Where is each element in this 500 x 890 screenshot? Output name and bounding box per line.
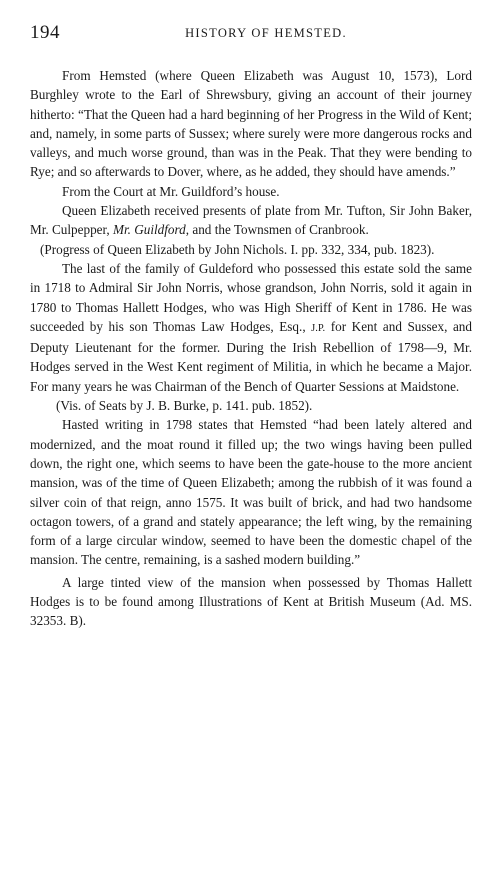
paragraph-presents (30, 201, 472, 240)
running-title: HISTORY OF HEMSTED. (185, 26, 347, 40)
paragraph-hasted: Hasted writing in 1798 states that Hemsted “had been lately altered and modernized, and the moat round it filled up; the two wings having been pulled down, the right one, which seems to have been the gate-house to the more ancient mansion, was of the time of Queen Elizabeth; among the rubbish of it was found a silver coin of that reign, anno 1575. It was built of brick, and had two handsome octagon towers, of a grand and stately appearance; the left wing, by the remaining form of a large circular window, seemed to have been the domestic chapel of the mansion. The centre, remaining, is a sashed modern building.” (30, 417, 472, 568)
citation-burke: (Vis. of Seats by J. B. Burke, p. 141. pub. 1852). (56, 398, 313, 414)
running-head (30, 22, 472, 46)
family-text-start: The last of the family of Guldeford who possessed this estate sold the same in 1718 to Admiral Sir John Norris, whose grandson, John Norris, sold it again in 1780 to Thomas Hallett Hodges, who was High Sheriff of Kent in 1786. He was succeeded by his son Thomas Law Hodges, Esq., (30, 260, 472, 334)
presents-text-end: , and the Townsmen of Cranbrook. (185, 222, 369, 238)
family-text-end: for Kent and Sussex, and Deputy Lieutenant for the former. During the Irish Rebellion of 1798—9, Mr. Hodges served in the West Kent regiment of Militia, in which he became a Major. For many years he was Chairman of the Bench of Quarter Sessions at Maidstone. (30, 318, 472, 394)
paragraph-guldeford-family (30, 259, 472, 396)
paragraph-court-note: From the Court at Mr. Guildford’s house. (62, 183, 280, 199)
presents-text-start: Queen Elizabeth received presents of plate from Mr. Tufton, Sir John Baker, Mr. Culpepper, (30, 203, 472, 238)
jp-abbreviation: J.P. (311, 322, 326, 334)
page-number: 194 (30, 22, 60, 43)
paragraph-tinted-view: A large tinted view of the mansion when possessed by Thomas Hallett Hodges is to be found among Illustrations of Kent at British Museum (Ad. MS. 32353. B). (30, 574, 472, 629)
citation-nichols: (Progress of Queen Elizabeth by John Nichols. I. pp. 332, 334, pub. 1823). (40, 241, 435, 257)
presents-italic-name: Mr. Guildford (112, 222, 186, 238)
paragraph-burghley-letter: From Hemsted (where Queen Elizabeth was August 10, 1573), Lord Burghley wrote to the Earl of Shrewsbury, giving an account of their journey hitherto: “That the Queen had a hard beginning of her Progress in the Wild of Kent; and, namely, in some parts of Sussex; where surely were more dangerous rocks and valleys, and much worse ground, than was in the Peak. That they were bending to Rye; and so afterwards to Dover, where, as he added, they should have amends.” (30, 68, 472, 180)
